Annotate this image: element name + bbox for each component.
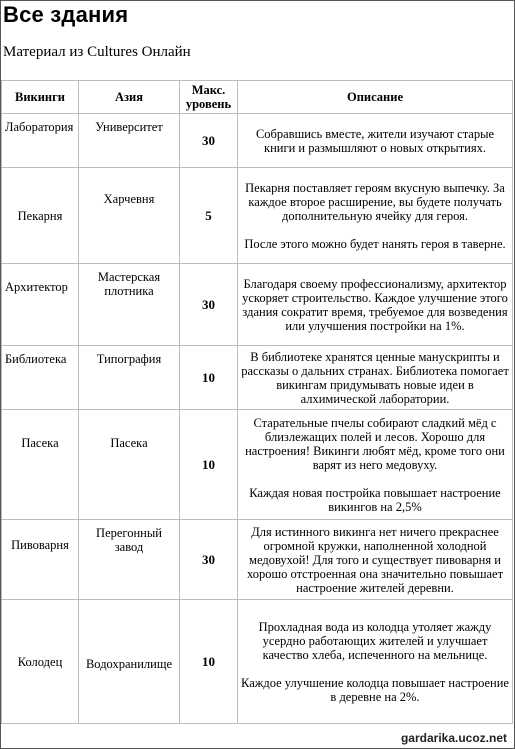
table-row	[2, 600, 513, 724]
description-text: Старательные пчелы собирают сладкий мёд с близлежащих полей и лесов. Хорошо для настроения! Викинги любят мёд, кроме того они варят из него медовуху.	[245, 415, 505, 472]
asia-building-name: Перегонный завод	[79, 520, 180, 600]
asia-building-name: Университет	[79, 114, 180, 168]
max-level: 10	[180, 346, 238, 410]
column-header-max-level: Макс. уровень	[180, 81, 238, 114]
viking-building-name: Пасека	[2, 410, 79, 520]
viking-building-name: Пекарня	[2, 168, 79, 264]
column-header-description: Описание	[238, 81, 513, 114]
description	[238, 346, 513, 410]
max-level: 5	[180, 168, 238, 264]
table-row	[2, 264, 513, 346]
max-level: 30	[180, 520, 238, 600]
description	[238, 600, 513, 724]
description-text: Каждое улучшение колодца повышает настроение в деревне на 2%.	[241, 675, 509, 704]
asia-building-name: Типография	[79, 346, 180, 410]
asia-building-name: Водохранилище	[79, 600, 180, 724]
viking-building-name: Колодец	[2, 600, 79, 724]
viking-building-name: Библиотека	[2, 346, 79, 410]
table-row	[2, 168, 513, 264]
viking-building-name: Пивоварня	[2, 520, 79, 600]
max-level: 30	[180, 114, 238, 168]
table-row	[2, 346, 513, 410]
description	[238, 410, 513, 520]
max-level: 30	[180, 264, 238, 346]
asia-building-name: Мастерская плотника	[79, 264, 180, 346]
table-row	[2, 114, 513, 168]
description-text: В библиотеке хранятся ценные манускрипты и рассказы о дальних странах. Библиотека помогает викингам придумывать новые идеи в алхимической лаборатории.	[241, 349, 509, 406]
description-text: Для истинного викинга нет ничего прекраснее огромной кружки, наполненной холодной медовухой! Для того и существует пивоварня и хорошо отстроенная она значительно повышает настроение жителей деревни.	[246, 524, 504, 595]
table-row	[2, 410, 513, 520]
description	[238, 520, 513, 600]
site-watermark: gardarika.ucoz.net	[400, 731, 507, 745]
page-title: Все здания	[3, 2, 129, 27]
description	[238, 114, 513, 168]
description-text: Собравшись вместе, жители изучают старые книги и размышляют о новых открытиях.	[255, 126, 495, 155]
page-subtitle: Материал из Cultures Онлайн	[3, 44, 191, 60]
table-header-row	[2, 81, 513, 114]
asia-building-name: Пасека	[79, 410, 180, 520]
asia-building-name: Харчевня	[79, 168, 180, 264]
max-level: 10	[180, 600, 238, 724]
description	[238, 264, 513, 346]
description-text: Каждая новая постройка повышает настроение викингов на 2,5%	[249, 485, 501, 514]
column-header-asia: Азия	[79, 81, 180, 114]
column-header-vikings: Викинги	[2, 81, 79, 114]
viking-building-name: Архитектор	[2, 264, 79, 346]
description-text: После этого можно будет нанять героя в таверне.	[244, 236, 506, 251]
viking-building-name: Лаборатория	[2, 114, 79, 168]
buildings-table	[1, 80, 513, 724]
table-row	[2, 520, 513, 600]
description	[238, 168, 513, 264]
description-text: Благодаря своему профессионализму, архитектор ускоряет строительство. Каждое улучшение этого здания сократит время, требуемое для возведения или улучшения постройки на 1%.	[242, 276, 508, 333]
max-level: 10	[180, 410, 238, 520]
description-text: Прохладная вода из колодца утоляет жажду усердно работающих жителей и улучшает качество хлеба, испеченного на мельнице.	[258, 619, 492, 662]
description-text: Пекарня поставляет героям вкусную выпечку. За каждое второе расширение, вы будете получать дополнительную ячейку для героя.	[245, 180, 505, 223]
